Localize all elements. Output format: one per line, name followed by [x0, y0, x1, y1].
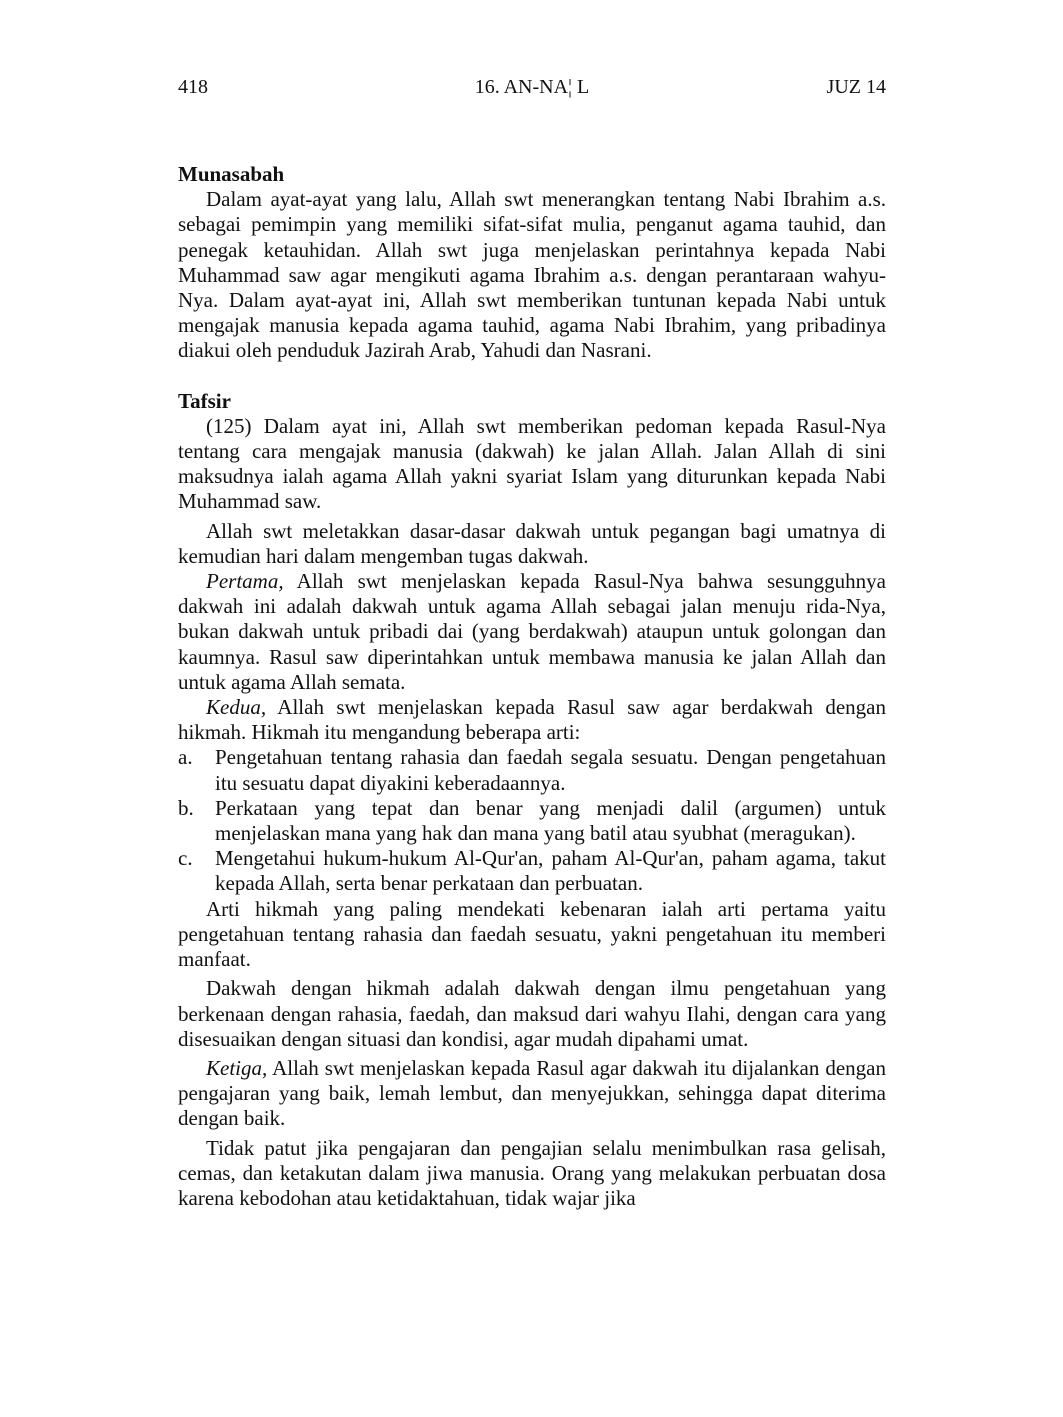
tafsir-paragraph-ketiga: [178, 1056, 886, 1132]
tafsir-paragraph-dakwah-hikmah: Dakwah dengan hikmah adalah dakwah dengan ilmu pengetahuan yang berkenaan dengan rahasia, faedah, dan maksud dari wahyu Ilahi, dengan cara yang disesuaikan dengan situasi dan kondisi, agar mudah dipahami umat.: [178, 976, 886, 1051]
running-header: [178, 72, 886, 106]
list-marker-b: b.: [178, 795, 194, 820]
list-text-c: Mengetahui hukum-hukum Al-Qur'an, paham Al-Qur'an, paham agama, takut kepada Allah, serta benar perkataan dan perbuatan.: [215, 846, 886, 896]
list-item: [178, 745, 886, 795]
tafsir-paragraph-tidak-patut: Tidak patut jika pengajaran dan pengajian selalu menimbulkan rasa gelisah, cemas, dan ketakutan dalam jiwa manusia. Orang yang melakukan perbuatan dosa karena kebodohan atau ketidaktahuan, tidak wajar jika: [178, 1135, 886, 1210]
list-item: [178, 846, 886, 896]
list-marker-a: a.: [178, 745, 193, 770]
page-number: 418: [178, 76, 208, 98]
tafsir-paragraph-kedua: [178, 695, 886, 745]
tafsir-section: [178, 389, 886, 1212]
munasabah-paragraph: Dalam ayat-ayat yang lalu, Allah swt menerangkan tentang Nabi Ibrahim a.s. sebagai pemimpin yang memiliki sifat-sifat mulia, penganut agama tauhid, dan penegak ketauhidan. Allah swt juga menjelaskan perintahnya kepada Nabi Muhammad saw agar mengikuti agama Ibrahim a.s. dengan perantaraan wahyu-Nya. Dalam ayat-ayat ini, Allah swt memberikan tuntunan kepada Nabi untuk mengajak manusia kepada agama tauhid, agama Nabi Ibrahim, yang pribadinya diakui oleh penduduk Jazirah Arab, Yahudi dan Nasrani.: [178, 187, 886, 363]
list-text-b: Perkataan yang tepat dan benar yang menjadi dalil (argumen) untuk menjelaskan mana yang hak dan mana yang batil atau syubhat (meragukan).: [215, 795, 886, 846]
munasabah-section: [178, 162, 886, 364]
ketiga-text: Allah swt menjelaskan kepada Rasul agar dakwah itu dijalankan dengan pengajaran yang baik, lemah lembut, dan menyejukkan, sehingga dapat diterima dengan baik.: [178, 1055, 886, 1131]
tafsir-paragraph-arti-hikmah: Arti hikmah yang paling mendekati kebenaran ialah arti pertama yaitu pengetahuan tentang rahasia dan faedah sesuatu, yakni pengetahuan itu memberi manfaat.: [178, 896, 886, 972]
hikmah-list: [178, 745, 886, 896]
ketiga-lead: Ketiga,: [206, 1055, 268, 1080]
kedua-text: Allah swt menjelaskan kepada Rasul saw agar berdakwah dengan hikmah. Hikmah itu mengandung beberapa arti:: [178, 695, 886, 745]
tafsir-paragraph-1: (125) Dalam ayat ini, Allah swt memberikan pedoman kepada Rasul-Nya tentang cara mengajak manusia (dakwah) ke jalan Allah. Jalan Allah di sini maksudnya ialah agama Allah yakni syariat Islam yang diturunkan kepada Nabi Muhammad saw.: [178, 413, 886, 514]
pertama-text: Allah swt menjelaskan kepada Rasul-Nya bahwa sesungguhnya dakwah ini adalah dakwah untuk agama Allah sebagai jalan menuju rida-Nya, bukan dakwah untuk pribadi dai (yang berdakwah) ataupun untuk golongan dan kaumnya. Rasul saw diperintahkan untuk membawa manusia ke jalan Allah dan untuk agama Allah semata.: [178, 569, 886, 694]
tafsir-heading: Tafsir: [178, 388, 231, 413]
tafsir-paragraph-2: Allah swt meletakkan dasar-dasar dakwah untuk pegangan bagi umatnya di kemudian hari dalam mengemban tugas dakwah.: [178, 518, 886, 568]
juz-label: JUZ 14: [826, 76, 886, 98]
surah-title: 16. AN-NA¦ L: [474, 76, 590, 98]
book-page: [178, 72, 886, 1211]
pertama-lead: Pertama,: [206, 569, 284, 594]
kedua-lead: Kedua,: [206, 695, 267, 720]
tafsir-paragraph-pertama: [178, 569, 886, 695]
munasabah-heading: Munasabah: [178, 162, 285, 186]
list-item: [178, 796, 886, 846]
list-text-a: Pengetahuan tentang rahasia dan faedah segala sesuatu. Dengan pengetahuan itu sesuatu dapat diyakini keberadaannya.: [215, 745, 886, 795]
list-marker-c: c.: [178, 846, 193, 871]
